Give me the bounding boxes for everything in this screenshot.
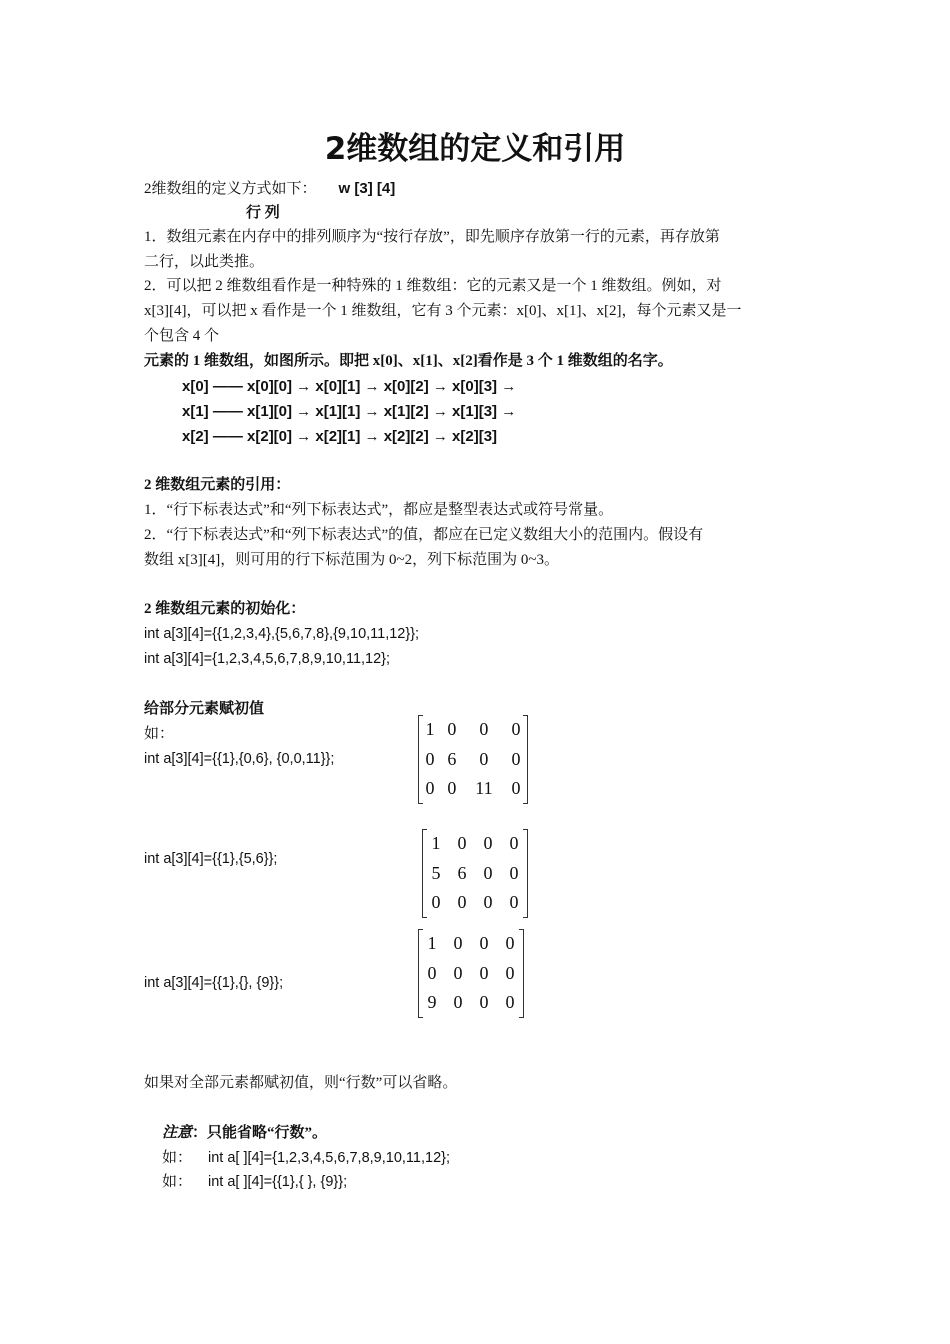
matrix-cell: 6 [447,748,457,769]
example-code: int a[3][4]={{1},{}, {9}}; [144,975,284,991]
matrix-cell: 6 [457,862,467,883]
row-diagram-line: x[1] —— x[1][0] → x[1][1] → x[1][2] → x[1][3] → [182,403,517,420]
matrix-cell: 0 [505,962,515,983]
matrix-cell: 0 [511,748,521,769]
omit-example-code: int a[ ][4]={{1},{ }, {9}}; [208,1174,348,1190]
bold-explanation: 元素的 1 维数组，如图所示。即把 x[0]、x[1]、x[2]看作是 3 个 1 维数组的名字。 [144,353,673,369]
matrix-cell: 0 [447,778,457,799]
matrix-cell: 5 [431,862,441,883]
point-line: 1．数组元素在内存中的排列顺序为“按行存放”，即先顺序存放第一行的元素，再存放第 [144,229,720,245]
matrix-cell: 0 [479,992,489,1013]
matrix-cell: 0 [479,748,489,769]
definition-form: w [3] [4] [338,180,396,197]
definition-text: 2维数组的定义方式如下： [144,181,317,197]
init-code-line: int a[3][4]={1,2,3,4,5,6,7,8,9,10,11,12}; [144,651,391,667]
matrix-cell: 0 [425,748,435,769]
matrix-cell: 0 [505,992,515,1013]
example-label: 如： [144,726,175,742]
matrix-cell: 0 [511,719,521,740]
reference-item: 1．“行下标表达式”和“列下标表达式”，都应是整型表达式或符号常量。 [144,502,614,518]
page-title: 2维数组的定义和引用 [324,131,626,167]
matrix-cell: 11 [475,778,493,799]
reference-item: 数组 x[3][4]，则可用的行下标范围为 0~2，列下标范围为 0~3。 [144,552,559,568]
omit-rows-text: 如果对全部元素都赋初值，则“行数”可以省略。 [144,1075,458,1091]
matrix [418,929,524,1018]
note-label: 注意 [162,1125,193,1141]
omit-example [162,1146,450,1171]
example-code: int a[3][4]={{1},{5,6}}; [144,851,278,867]
matrix-cell: 0 [483,892,493,913]
matrix-cell: 0 [479,719,489,740]
point-line: x[3][4]，可以把 x 看作是一个 1 维数组，它有 3 个元素：x[0]、x[1]、x[2]，每个元素又是一 [144,303,742,319]
matrix-cell: 0 [511,778,521,799]
matrix [418,715,528,804]
matrix-cell: 0 [509,833,519,854]
row-diagram-line: x[2] —— x[2][0] → x[2][1] → x[2][2] → x[2][3] [182,428,498,445]
matrix-cell: 0 [425,778,435,799]
partial-heading: 给部分元素赋初值 [144,701,265,717]
matrix [422,829,528,918]
point-line: 个包含 4 个 [144,328,220,344]
init-code-line: int a[3][4]={{1,2,3,4},{5,6,7,8},{9,10,11,12}}; [144,626,420,642]
omit-example-label: 如： [162,1174,193,1190]
matrix-cell: 1 [425,719,435,740]
matrix-cell: 0 [457,833,467,854]
point-line: 2．可以把 2 维数组看作是一种特殊的 1 维数组：它的元素又是一个 1 维数组。例如，对 [144,278,722,294]
matrix-cell: 0 [453,933,463,954]
matrix-cell: 0 [453,962,463,983]
matrix-cell: 1 [427,933,437,954]
matrix-cell: 0 [483,833,493,854]
omit-example-code: int a[ ][4]={1,2,3,4,5,6,7,8,9,10,11,12}; [208,1150,451,1166]
point-line: 二行，以此类推。 [144,254,265,270]
definition-line [144,176,395,202]
matrix-cell: 0 [505,933,515,954]
row-diagram-line: x[0] —— x[0][0] → x[0][1] → x[0][2] → x[0][3] → [182,378,517,395]
matrix-cell: 0 [509,892,519,913]
matrix-cell: 0 [479,962,489,983]
note-text: ：只能省略“行数”。 [192,1125,328,1141]
matrix-cell: 0 [457,892,467,913]
matrix-cell: 1 [431,833,441,854]
matrix-cell: 9 [427,992,437,1013]
matrix-cell: 0 [447,719,457,740]
matrix-cell: 0 [509,862,519,883]
matrix-cell: 0 [479,933,489,954]
reference-item: 2．“行下标表达式”和“列下标表达式”的值，都应在已定义数组大小的范围内。假设有 [144,527,704,543]
reference-heading: 2 维数组元素的引用： [144,477,291,493]
example-code: int a[3][4]={{1},{0,6}, {0,0,11}}; [144,751,335,767]
row-col-label: 行 列 [246,205,280,221]
omit-example [162,1170,347,1195]
omit-example-label: 如： [162,1150,193,1166]
note-line [162,1121,327,1146]
matrix-cell: 0 [453,992,463,1013]
matrix-cell: 0 [483,862,493,883]
init-heading: 2 维数组元素的初始化： [144,601,306,617]
matrix-cell: 0 [431,892,441,913]
matrix-cell: 0 [427,962,437,983]
